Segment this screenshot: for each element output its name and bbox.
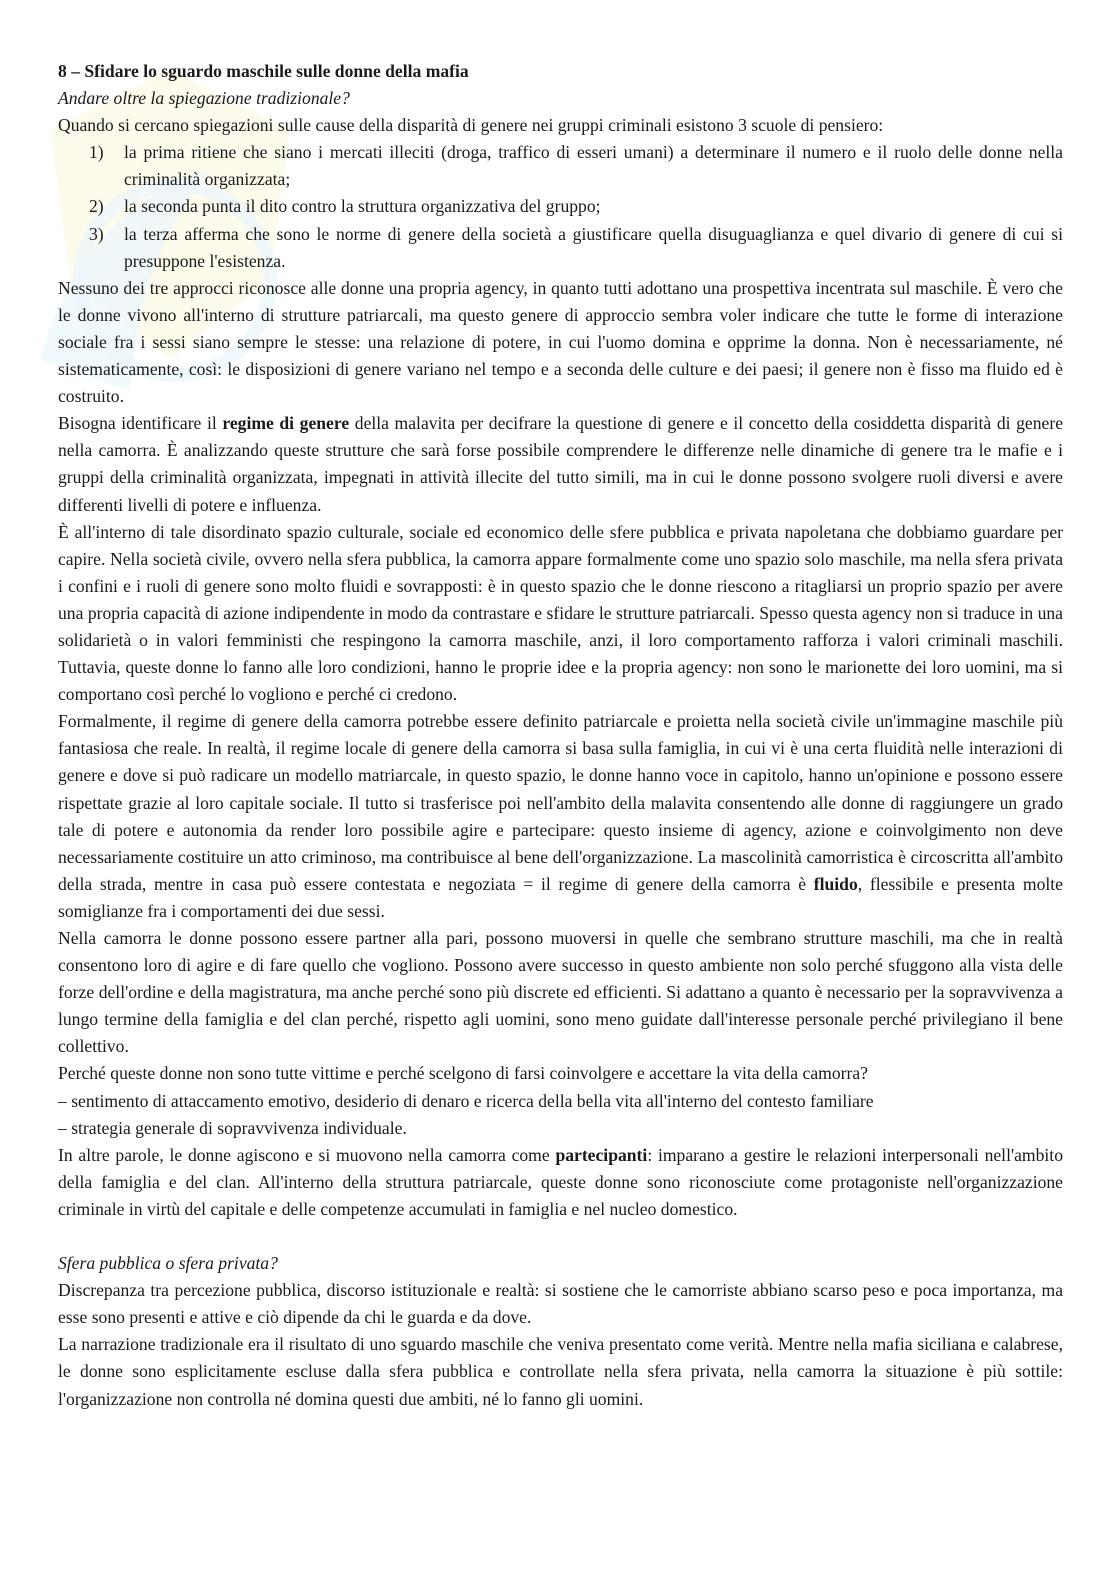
paragraph-partner: Nella camorra le donne possono essere partner alla pari, possono muoversi in quelle che sembrano strutture maschili, ma che in realtà consentono loro di agire e di fare quello che vogliono. Possono avere successo in questo ambiente non solo perché sfuggono alla vista delle forze dell'ordine e della magistratura, ma anche perché sono più discrete ed efficienti. Si adattano a quanto è necessario per la sopravvivenza a lungo termine della famiglia e del clan perché, rispetto agli uomini, sono meno guidate dall'interesse personale perché privilegiano il bene collettivo. [58, 928, 1063, 1057]
list-item-number: 1) [89, 142, 104, 163]
text-run: Formalmente, il regime di genere della camorra potrebbe essere definito patriarcale e proietta nella società civile un'immagine maschile più fantasiosa che reale. In realtà, il regime locale di genere della camorra si basa sulla famiglia, in cui vi è una certa fluidità nelle interazioni di genere e dove si può radicare un modello matriarcale, in questo spazio, le donne hanno voce in capitolo, hanno un'opinione e possono essere rispettate grazie al loro capitale sociale. Il tutto si trasferisce poi nell'ambito della malavita consentendo alle donne di raggiungere un grado tale di potere e autonomia da render loro possibile agire e partecipare: questo insieme di agency, azione e coinvolgimento non deve necessariamente costituire un atto criminoso, ma contribuisce al bene dell'organizzazione. La mascolinità camorristica è circoscritta all'ambito della strada, mentre in casa può essere contestata e negoziata = il regime di genere della camorra è [58, 711, 1063, 894]
document-title: 8 – Sfidare lo sguardo maschile sulle donne della mafia [58, 61, 469, 81]
bold-term-regime-di-genere: regime di genere [222, 413, 350, 434]
document-page [58, 58, 1063, 1413]
text-run: , flessibile e presenta molte somiglianze fra i comportamenti dei due sessi. [58, 873, 1063, 921]
paragraph-reason-2: – strategia generale di sopravvivenza individuale. [58, 1117, 407, 1138]
paragraph-discrepanza: Discrepanza tra percezione pubblica, discorso istituzionale e realtà: si sostiene che le camorriste abbiano scarso peso e poca importanza, ma esse sono presenti e attive e ciò dipende da chi le guarda e da dove. [58, 1280, 1063, 1328]
list-item-text: la seconda punta il dito contro la struttura organizzativa del gruppo; [124, 196, 601, 217]
paragraph-reason-1: – sentimento di attaccamento emotivo, desiderio di denaro e ricerca della bella vita all'interno del contesto familiare [58, 1090, 874, 1111]
list-item-number: 2) [89, 196, 104, 217]
paragraph-spazio: È all'interno di tale disordinato spazio culturale, sociale ed economico delle sfere pubblica e privata napoletana che dobbiamo guardare per capire. Nella società civile, ovvero nella sfera pubblica, la camorra appare formalmente come uno spazio solo maschile, ma nella sfera privata i confini e i ruoli di genere sono molto fluidi e sovrapposti: è in questo spazio che le donne riescono a ritagliarsi un proprio spazio per avere una propria capacità di azione indipendente in modo da contrastare e sfidare le strutture patriarcali. Spesso questa agency non si traduce in una solidarietà o in valori femministi che respingono la camorra maschile, anzi, il loro comportamento rafforza i valori criminali maschili. Tuttavia, queste donne lo fanno alle loro condizioni, hanno le proprie idee e la propria agency: non sono le marionette dei loro uomini, ma si comportano così perché lo vogliono e perché ci credono. [58, 521, 1063, 705]
list-item [89, 193, 1063, 220]
text-run: Bisogna identificare il [58, 413, 223, 434]
section-gap [58, 1223, 1063, 1250]
list-item [89, 221, 1063, 275]
schools-list [58, 139, 1063, 274]
list-item-text: la terza afferma che sono le norme di genere della società a giustificare quella disuguaglianza e quel divario di genere di cui si presuppone l'esistenza. [124, 223, 1063, 271]
paragraph-formalmente [58, 708, 1063, 925]
bold-term-partecipanti: partecipanti [555, 1144, 648, 1165]
paragraph-regime [58, 410, 1063, 518]
paragraph-partecipanti [58, 1142, 1063, 1223]
bold-term-fluido: fluido [813, 873, 858, 894]
list-item-number: 3) [89, 223, 104, 244]
list-item-text: la prima ritiene che siano i mercati illeciti (droga, traffico di esseri umani) a determinare il numero e il ruolo delle donne nella criminalità organizzata; [124, 142, 1063, 190]
text-run: In altre parole, le donne agiscono e si muovono nella camorra come [58, 1144, 556, 1165]
list-item [89, 139, 1063, 193]
section-heading-sfera: Sfera pubblica o sfera privata? [58, 1253, 278, 1274]
paragraph-agency: Nessuno dei tre approcci riconosce alle donne una propria agency, in quanto tutti adottano una prospettiva incentrata sul maschile. È vero che le donne vivono all'interno di strutture patriarcali, ma questo genere di approccio sembra voler indicare che tutte le forme di interazione sociale fra i sessi siano sempre le stesse: una relazione di potere, in cui l'uomo domina e opprime la donna. Non è necessariamente, né sistematicamente, così: le disposizioni di genere variano nel tempo e a seconda delle culture e dei paesi; il genere non è fisso ma fluido ed è costruito. [58, 277, 1063, 407]
paragraph-narrazione: La narrazione tradizionale era il risultato di uno sguardo maschile che veniva presentato come verità. Mentre nella mafia siciliana e calabrese, le donne sono esplicitamente escluse dalla sfera pubblica e controllate nella sfera privata, nella camorra la situazione è più sottile: l'organizzazione non controlla né domina questi due ambiti, né lo fanno gli uomini. [58, 1334, 1063, 1409]
section-heading-tradizionale: Andare oltre la spiegazione tradizionale? [58, 88, 350, 109]
intro-paragraph: Quando si cercano spiegazioni sulle cause della disparità di genere nei gruppi criminali esistono 3 scuole di pensiero: [58, 115, 884, 136]
text-run: della malavita per decifrare la questione di genere e il concetto della cosiddetta disparità di genere nella camorra. È analizzando queste strutture che sarà forse possibile comprendere le differenze nelle dinamiche di genere tra le mafie e i gruppi della criminalità organizzata, impegnati in attività illecite del tutto simili, ma in cui le donne possono svolgere ruoli diversi e avere differenti livelli di potere e influenza. [58, 413, 1063, 515]
paragraph-question: Perché queste donne non sono tutte vittime e perché scelgono di farsi coinvolgere e accettare la vita della camorra? [58, 1063, 868, 1084]
text-run: : imparano a gestire le relazioni interpersonali nell'ambito della famiglia e del clan. All'interno della struttura patriarcale, queste donne sono riconosciute come protagoniste nell'organizzazione criminale in virtù del capitale e delle competenze accumulati in famiglia e nel nucleo domestico. [58, 1144, 1063, 1219]
